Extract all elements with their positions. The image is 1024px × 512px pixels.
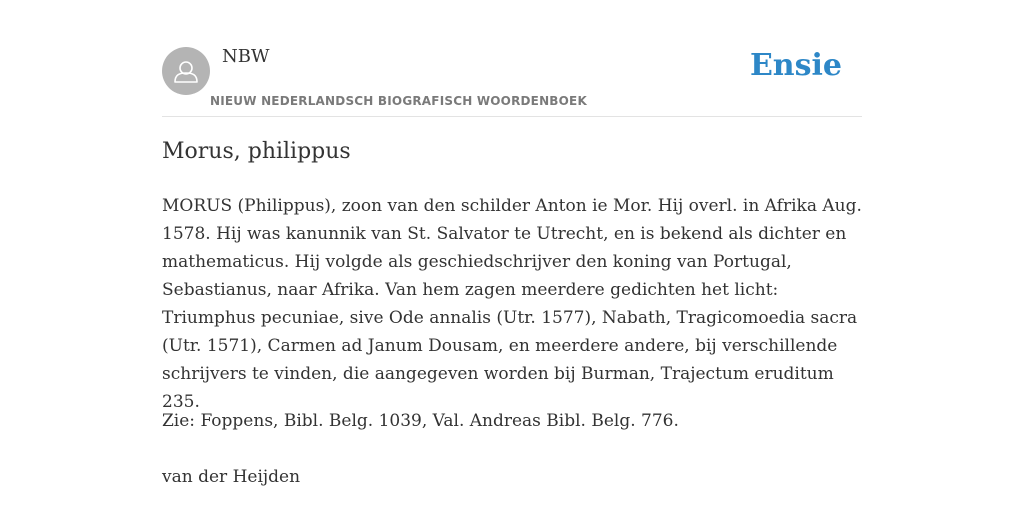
user-silhouette-icon (162, 47, 210, 95)
header (162, 0, 862, 117)
article-reference: Zie: Foppens, Bibl. Belg. 1039, Val. Andreas Bibl. Belg. 776. (162, 411, 679, 431)
article-byline: van der Heijden (162, 467, 301, 487)
article-body: MORUS (Philippus), zoon van den schilder Anton ie Mor. Hij overl. in Afrika Aug. 1578. Hij was kanunnik van St. Salvator te Utrecht, en is bekend als dichter en mathematicus. Hij volgde als geschiedschrijver den koning van Portugal, Sebastianus, naar Afrika. Van hem zagen meerdere gedichten het licht: Triumphus pecuniae, sive Ode annalis (Utr. 1577), Nabath, Tragicomoedia sacra (Utr. 1571), Carmen ad Janum Dousam, en meerdere andere, bij verschillende schrijvers te vinden, die aangegeven worden bij Burman, Trajectum eruditum 235. (162, 196, 862, 412)
source-title[interactable]: NIEUW NEDERLANDSCH BIOGRAFISCH WOORDENBOEK (210, 94, 587, 108)
brand-logo[interactable]: Ensie (749, 48, 842, 83)
author-name[interactable]: NBW (222, 46, 270, 67)
avatar[interactable] (162, 47, 210, 95)
article-title: Morus, philippus (162, 139, 351, 164)
